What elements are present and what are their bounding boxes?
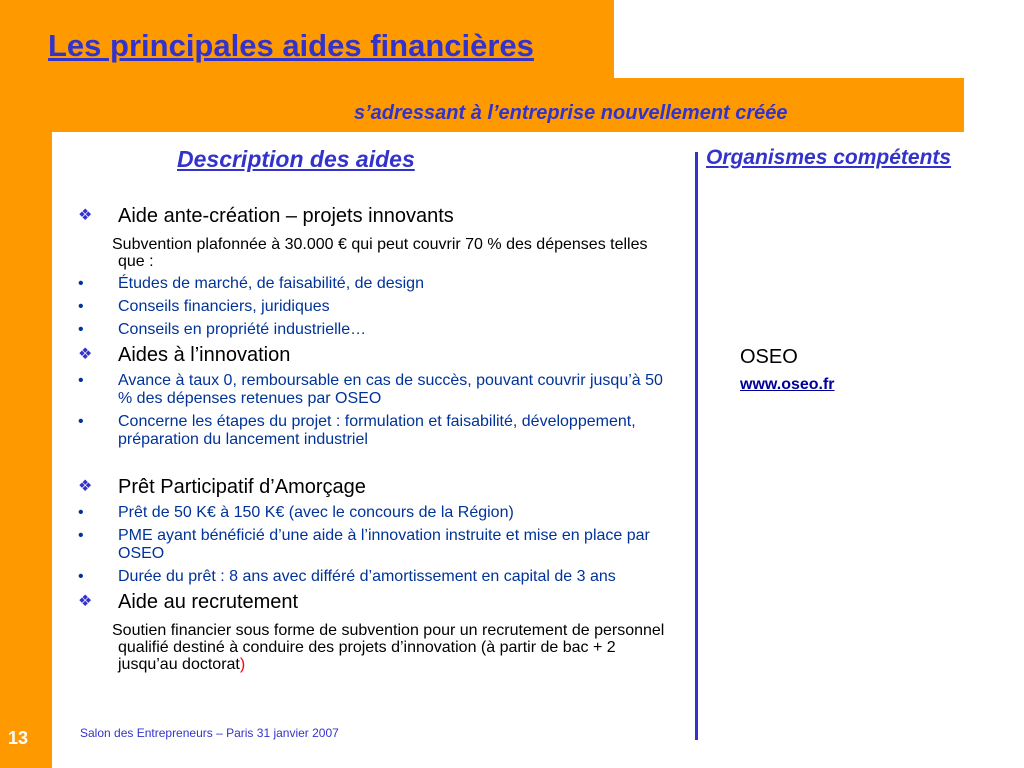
list-item: • PME ayant bénéficié d’une aide à l’innovation instruite et mise en place par OSEO	[78, 527, 650, 562]
list-item: • Avance à taux 0, remboursable en cas de succès, pouvant couvrir jusqu’à 50 % des dépenses retenues par OSEO	[78, 372, 663, 407]
bullet-icon: •	[78, 568, 84, 585]
column-divider	[695, 152, 698, 740]
bullet-icon: •	[78, 413, 84, 430]
description-column-heading: Description des aides	[177, 146, 415, 172]
page-title: Les principales aides financières	[48, 28, 534, 63]
list-item: • Concerne les étapes du projet : formulation et faisabilité, développement, préparation du lancement industriel	[78, 413, 636, 448]
list-item: • Prêt de 50 K€ à 150 K€ (avec le concours de la Région)	[78, 504, 514, 521]
organism-name: OSEO	[740, 346, 798, 368]
section-heading-text: Prêt Participatif d’Amorçage	[118, 476, 366, 498]
page-subtitle: s’adressant à l’entreprise nouvellement créée	[354, 102, 788, 124]
page-number: 13	[8, 728, 29, 748]
left-sidebar-band	[0, 78, 52, 768]
section-heading	[78, 475, 678, 499]
section-note: Subvention plafonnée à 30.000 € qui peut couvrir 70 % des dépenses telles que :	[112, 236, 648, 270]
note-closing-parenthesis: )	[239, 656, 246, 673]
organisms-column-heading: Organismes compétents	[706, 146, 952, 169]
bullet-icon: •	[78, 527, 84, 544]
bullet-icon: •	[78, 298, 84, 315]
list-item: • Études de marché, de faisabilité, de design	[78, 275, 424, 292]
bullet-icon: •	[78, 275, 84, 292]
organism-link[interactable]: www.oseo.fr	[740, 376, 835, 393]
aid-descriptions	[78, 200, 678, 673]
bullet-list	[78, 372, 678, 449]
bullet-list	[78, 504, 678, 586]
footer-text: Salon des Entrepreneurs – Paris 31 janvier 2007	[80, 726, 339, 740]
bullet-list	[78, 275, 678, 339]
bullet-icon: •	[78, 504, 84, 521]
list-item: • Conseils financiers, juridiques	[78, 298, 330, 315]
bullet-icon: •	[78, 321, 84, 338]
section-heading	[78, 590, 678, 614]
section-heading-text: Aide au recrutement	[118, 591, 299, 613]
list-item: • Durée du prêt : 8 ans avec différé d’amortissement en capital de 3 ans	[78, 568, 616, 585]
section-heading-text: Aide ante-création – projets innovants	[118, 205, 454, 227]
diamond-bullet-icon: ❖	[78, 346, 93, 363]
bullet-icon: •	[78, 372, 84, 389]
section-heading	[78, 204, 678, 228]
diamond-bullet-icon: ❖	[78, 207, 93, 224]
diamond-bullet-icon: ❖	[78, 478, 93, 495]
section-note: Soutien financier sous forme de subvention pour un recrutement de personnel qualifié destiné à conduire des projets d’innovation (à partir de bac + 2 jusqu’au doctorat)	[112, 622, 665, 673]
section-heading	[78, 343, 678, 367]
list-item: • Conseils en propriété industrielle…	[78, 321, 367, 338]
section-heading-text: Aides à l’innovation	[118, 344, 291, 366]
diamond-bullet-icon: ❖	[78, 593, 93, 610]
